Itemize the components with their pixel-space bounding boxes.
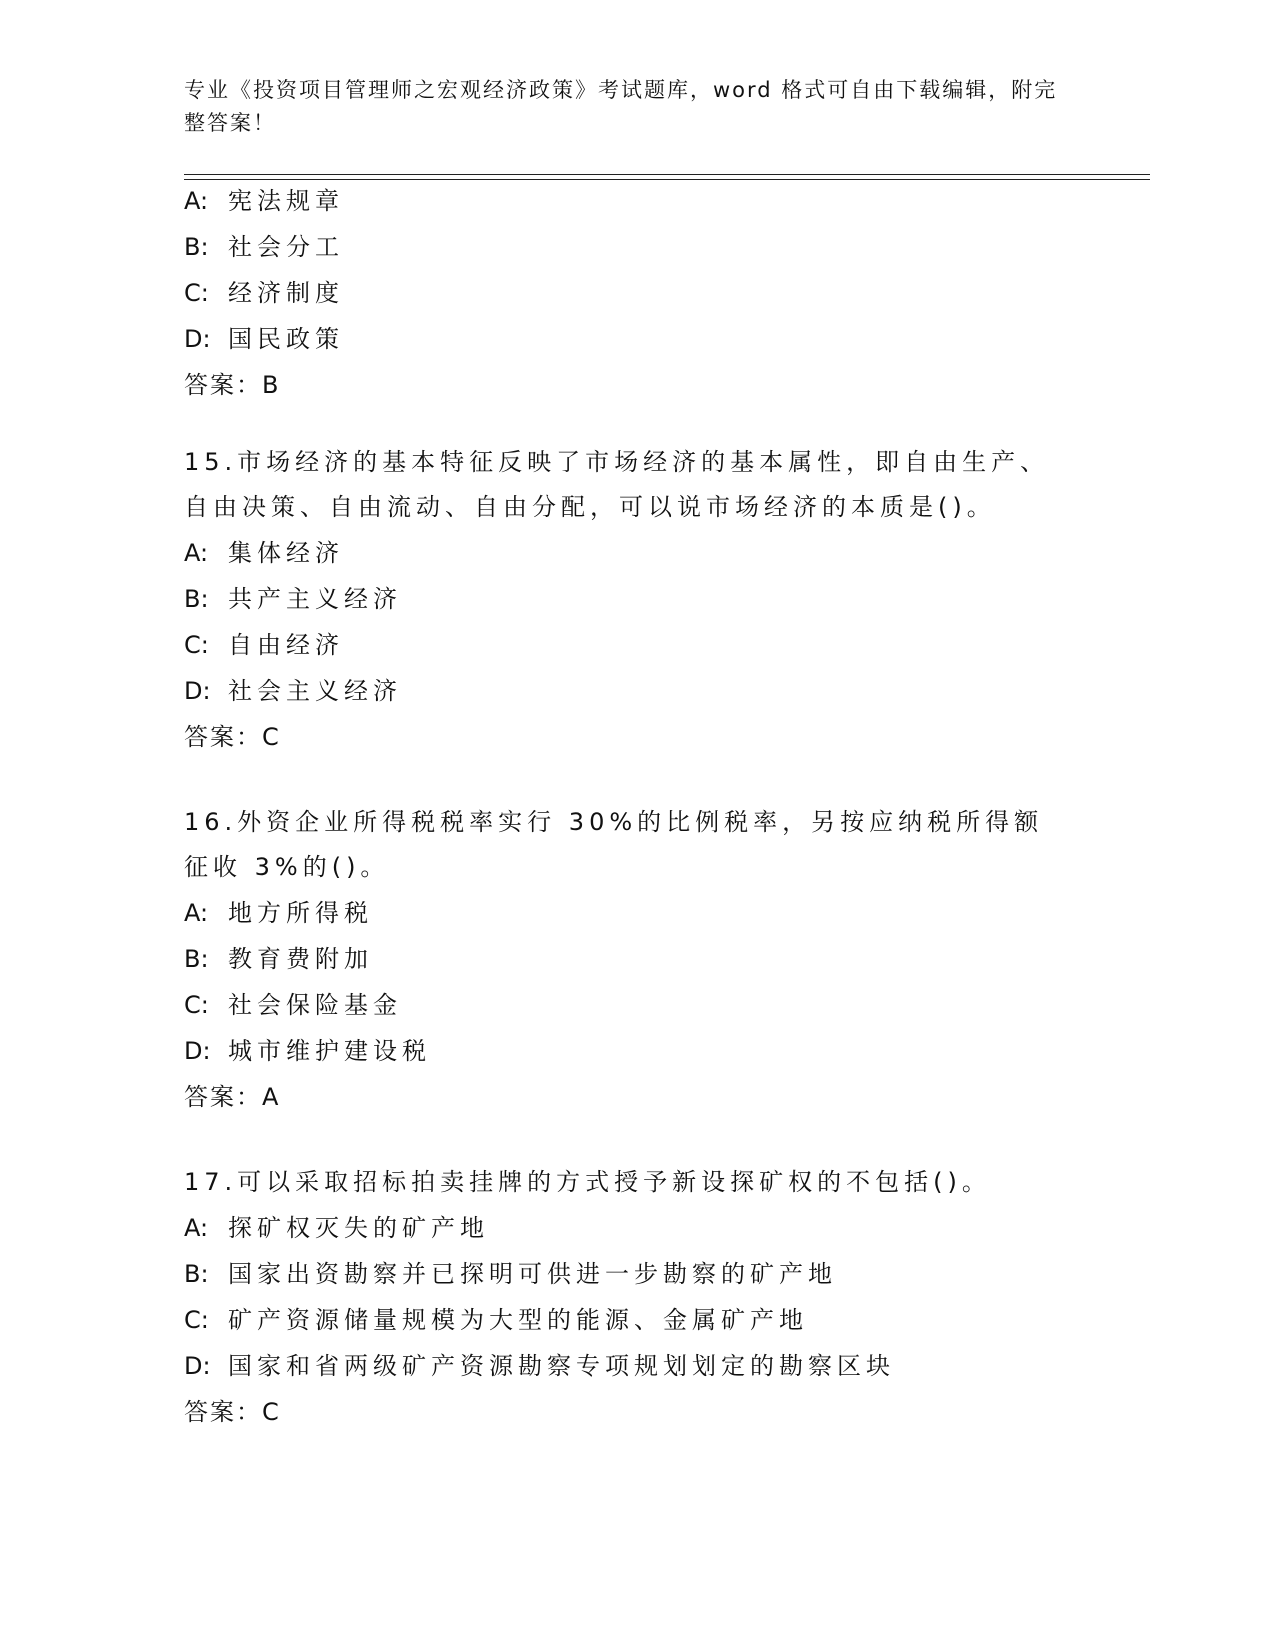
option-c <box>184 622 1084 668</box>
option-letter: D: <box>184 325 211 353</box>
option-text: 探矿权灭失的矿产地 <box>228 1214 489 1242</box>
document-header: 专业《投资项目管理师之宏观经济政策》考试题库，word 格式可自由下载编辑，附完整答案！ <box>184 78 1058 135</box>
question-14-continued <box>184 178 1084 408</box>
option-a <box>184 1205 1084 1251</box>
option-letter: C: <box>184 631 209 659</box>
option-a <box>184 530 1084 576</box>
option-text: 共产主义经济 <box>228 585 402 613</box>
option-d <box>184 1028 1084 1074</box>
option-text: 国家和省两级矿产资源勘察专项规划划定的勘察区块 <box>228 1352 895 1380</box>
option-b <box>184 576 1084 622</box>
option-c <box>184 1297 1084 1343</box>
option-letter: C: <box>184 279 209 307</box>
option-letter: B: <box>184 1260 209 1288</box>
option-text: 地方所得税 <box>228 899 373 927</box>
option-text: 国民政策 <box>228 325 344 353</box>
question-15 <box>184 440 1084 760</box>
option-text: 教育费附加 <box>228 945 373 973</box>
option-text: 社会主义经济 <box>228 677 402 705</box>
option-b <box>184 224 1084 270</box>
option-letter: A: <box>184 1214 209 1242</box>
option-text: 矿产资源储量规模为大型的能源、金属矿产地 <box>228 1306 808 1334</box>
option-letter: A: <box>184 899 209 927</box>
option-letter: A: <box>184 187 209 215</box>
option-d <box>184 316 1084 362</box>
option-letter: D: <box>184 1352 211 1380</box>
option-letter: B: <box>184 945 209 973</box>
option-letter: C: <box>184 991 209 1019</box>
answer-line: 答案：B <box>184 371 281 399</box>
option-letter: B: <box>184 233 209 261</box>
option-text: 社会分工 <box>228 233 344 261</box>
option-text: 国家出资勘察并已探明可供进一步勘察的矿产地 <box>228 1260 837 1288</box>
question-text: 16.外资企业所得税税率实行 30%的比例税率，另按应纳税所得额征收 3%的()。 <box>184 808 1044 881</box>
answer-line: 答案：A <box>184 1083 281 1111</box>
option-text: 经济制度 <box>228 279 344 307</box>
option-text: 宪法规章 <box>228 187 344 215</box>
option-letter: D: <box>184 1037 211 1065</box>
option-letter: B: <box>184 585 209 613</box>
option-text: 城市维护建设税 <box>228 1037 431 1065</box>
question-text: 17.可以采取招标拍卖挂牌的方式授予新设探矿权的不包括()。 <box>184 1168 991 1196</box>
option-d <box>184 1343 1084 1389</box>
option-c <box>184 270 1084 316</box>
option-text: 自由经济 <box>228 631 344 659</box>
question-17 <box>184 1160 1084 1435</box>
option-letter: D: <box>184 677 211 705</box>
option-a <box>184 890 1084 936</box>
option-a <box>184 178 1084 224</box>
answer-line: 答案：C <box>184 1398 281 1426</box>
question-text: 15.市场经济的基本特征反映了市场经济的基本属性，即自由生产、自由决策、自由流动、自由分配，可以说市场经济的本质是()。 <box>184 448 1050 521</box>
option-c <box>184 982 1084 1028</box>
option-b <box>184 936 1084 982</box>
option-b <box>184 1251 1084 1297</box>
question-16 <box>184 800 1084 1120</box>
option-d <box>184 668 1084 714</box>
option-text: 集体经济 <box>228 539 344 567</box>
option-text: 社会保险基金 <box>228 991 402 1019</box>
option-letter: C: <box>184 1306 209 1334</box>
header-divider-top <box>184 174 1150 175</box>
answer-line: 答案：C <box>184 723 281 751</box>
option-letter: A: <box>184 539 209 567</box>
